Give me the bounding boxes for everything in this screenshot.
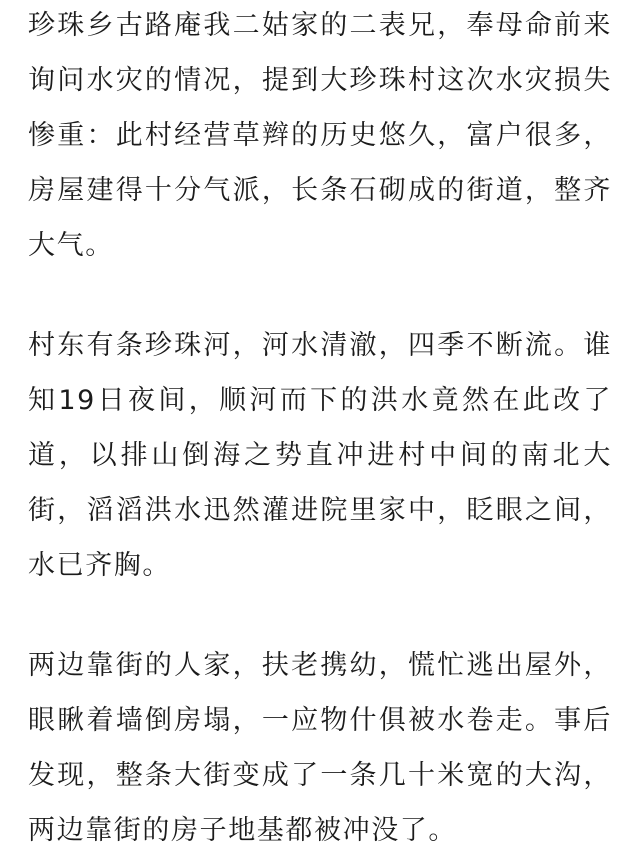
paragraph-1-line-5: 大气。 <box>28 230 114 261</box>
paragraph-2-line-3: 道，以排山倒海之势直冲进村中间的南北大 <box>28 440 612 471</box>
paragraph-2-line-1: 村东有条珍珠河，河水清澈，四季不断流。谁 <box>28 330 612 361</box>
paragraph-2-line-5: 水已齐胸。 <box>28 550 171 581</box>
paragraph-2-line-2: 知19日夜间，顺河而下的洪水竟然在此改了 <box>28 385 612 416</box>
paragraph-1-line-2: 询问水灾的情况，提到大珍珠村这次水灾损失 <box>28 65 612 96</box>
paragraph-3-line-4: 两边靠街的房子地基都被冲没了。 <box>28 815 457 846</box>
paragraph-3-line-3: 发现，整条大街变成了一条几十米宽的大沟， <box>28 760 612 791</box>
paragraph-2-line-4: 街，滔滔洪水迅然灌进院里家中，眨眼之间， <box>28 495 612 526</box>
paragraph-3-line-1: 两边靠街的人家，扶老携幼，慌忙逃出屋外， <box>28 650 612 681</box>
paragraph-1-line-4: 房屋建得十分气派，长条石砌成的街道，整齐 <box>28 175 612 206</box>
paragraph-3-line-2: 眼瞅着墙倒房塌，一应物什俱被水卷走。事后 <box>28 705 612 736</box>
paragraph-1-line-1: 珍珠乡古路庵我二姑家的二表兄，奉母命前来 <box>28 10 612 41</box>
paragraph-1-line-3: 惨重：此村经营草辫的历史悠久，富户很多， <box>28 120 612 151</box>
